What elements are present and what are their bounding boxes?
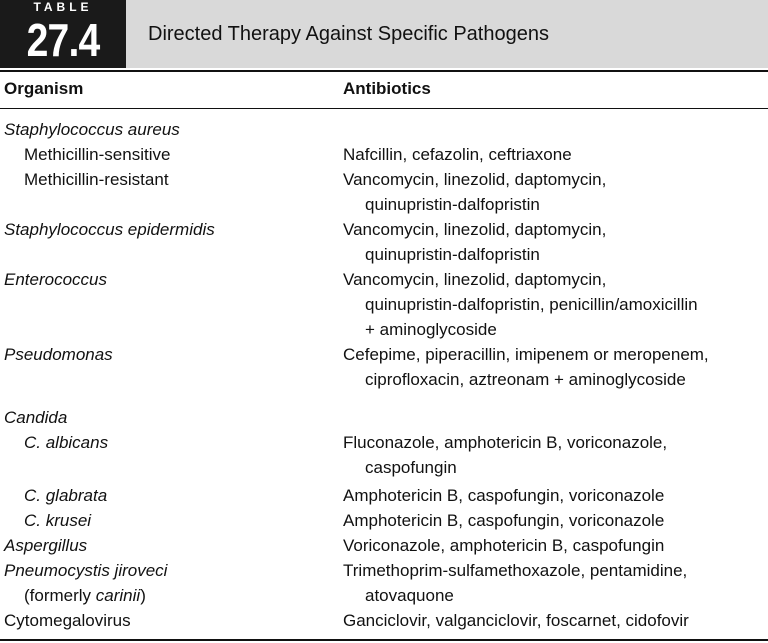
table-header xyxy=(0,0,768,68)
organism-cell: Aspergillus xyxy=(4,536,88,555)
bottom-rule xyxy=(0,639,768,641)
antibiotics-cell: quinupristin-dalfopristin xyxy=(365,195,540,214)
antibiotics-cell: ciprofloxacin, aztreonam + aminoglycoside xyxy=(365,370,686,389)
organism-cell: Pneumocystis jiroveci xyxy=(4,561,168,580)
table-number-badge xyxy=(0,0,126,68)
badge-number: 27.4 xyxy=(26,14,100,66)
header-rule xyxy=(0,108,768,109)
badge-label: TABLE xyxy=(33,0,93,14)
antibiotics-cell: Amphotericin B, caspofungin, voriconazole xyxy=(343,511,665,530)
column-header-antibiotics: Antibiotics xyxy=(343,79,431,98)
organism-cell: C. glabrata xyxy=(24,486,108,505)
organism-cell: C. albicans xyxy=(24,433,109,452)
antibiotics-cell: Vancomycin, linezolid, daptomycin, xyxy=(343,220,607,239)
antibiotics-cell: Cefepime, piperacillin, imipenem or meropenem, xyxy=(343,345,709,364)
table-title: Directed Therapy Against Specific Pathogens xyxy=(148,23,549,45)
antibiotics-cell: Fluconazole, amphotericin B, voriconazole, xyxy=(343,433,668,452)
organism-cell: Methicillin-sensitive xyxy=(24,145,171,164)
antibiotics-cell: Voriconazole, amphotericin B, caspofungin xyxy=(343,536,665,555)
organism-cell: C. krusei xyxy=(24,511,92,530)
column-header-organism: Organism xyxy=(4,79,84,98)
antibiotics-cell: Amphotericin B, caspofungin, voriconazole xyxy=(343,486,665,505)
antibiotics-cell: Nafcillin, cefazolin, ceftriaxone xyxy=(343,145,572,164)
antibiotics-cell: Vancomycin, linezolid, daptomycin, xyxy=(343,170,607,189)
organism-cell: Pseudomonas xyxy=(4,345,113,364)
organism-cell: Staphylococcus epidermidis xyxy=(4,220,215,239)
top-rule xyxy=(0,70,768,72)
antibiotics-cell: Trimethoprim-sulfamethoxazole, pentamidine, xyxy=(343,561,688,580)
organism-cell: Staphylococcus aureus xyxy=(4,120,180,139)
organism-cell: Candida xyxy=(4,408,68,427)
antibiotics-cell: Ganciclovir, valganciclovir, foscarnet, cidofovir xyxy=(343,611,689,630)
antibiotics-cell: quinupristin-dalfopristin xyxy=(365,245,540,264)
organism-cell: Enterococcus xyxy=(4,270,107,289)
organism-cell: Cytomegalovirus xyxy=(4,611,131,630)
antibiotics-cell: quinupristin-dalfopristin, penicillin/amoxicillin xyxy=(365,295,698,314)
antibiotics-cell: caspofungin xyxy=(365,458,457,477)
antibiotics-cell: + aminoglycoside xyxy=(365,320,497,339)
organism-cell: Methicillin-resistant xyxy=(24,170,169,189)
antibiotics-cell: Vancomycin, linezolid, daptomycin, xyxy=(343,270,607,289)
organism-note: (formerly carinii) xyxy=(24,586,146,605)
antibiotics-cell: atovaquone xyxy=(365,586,454,605)
